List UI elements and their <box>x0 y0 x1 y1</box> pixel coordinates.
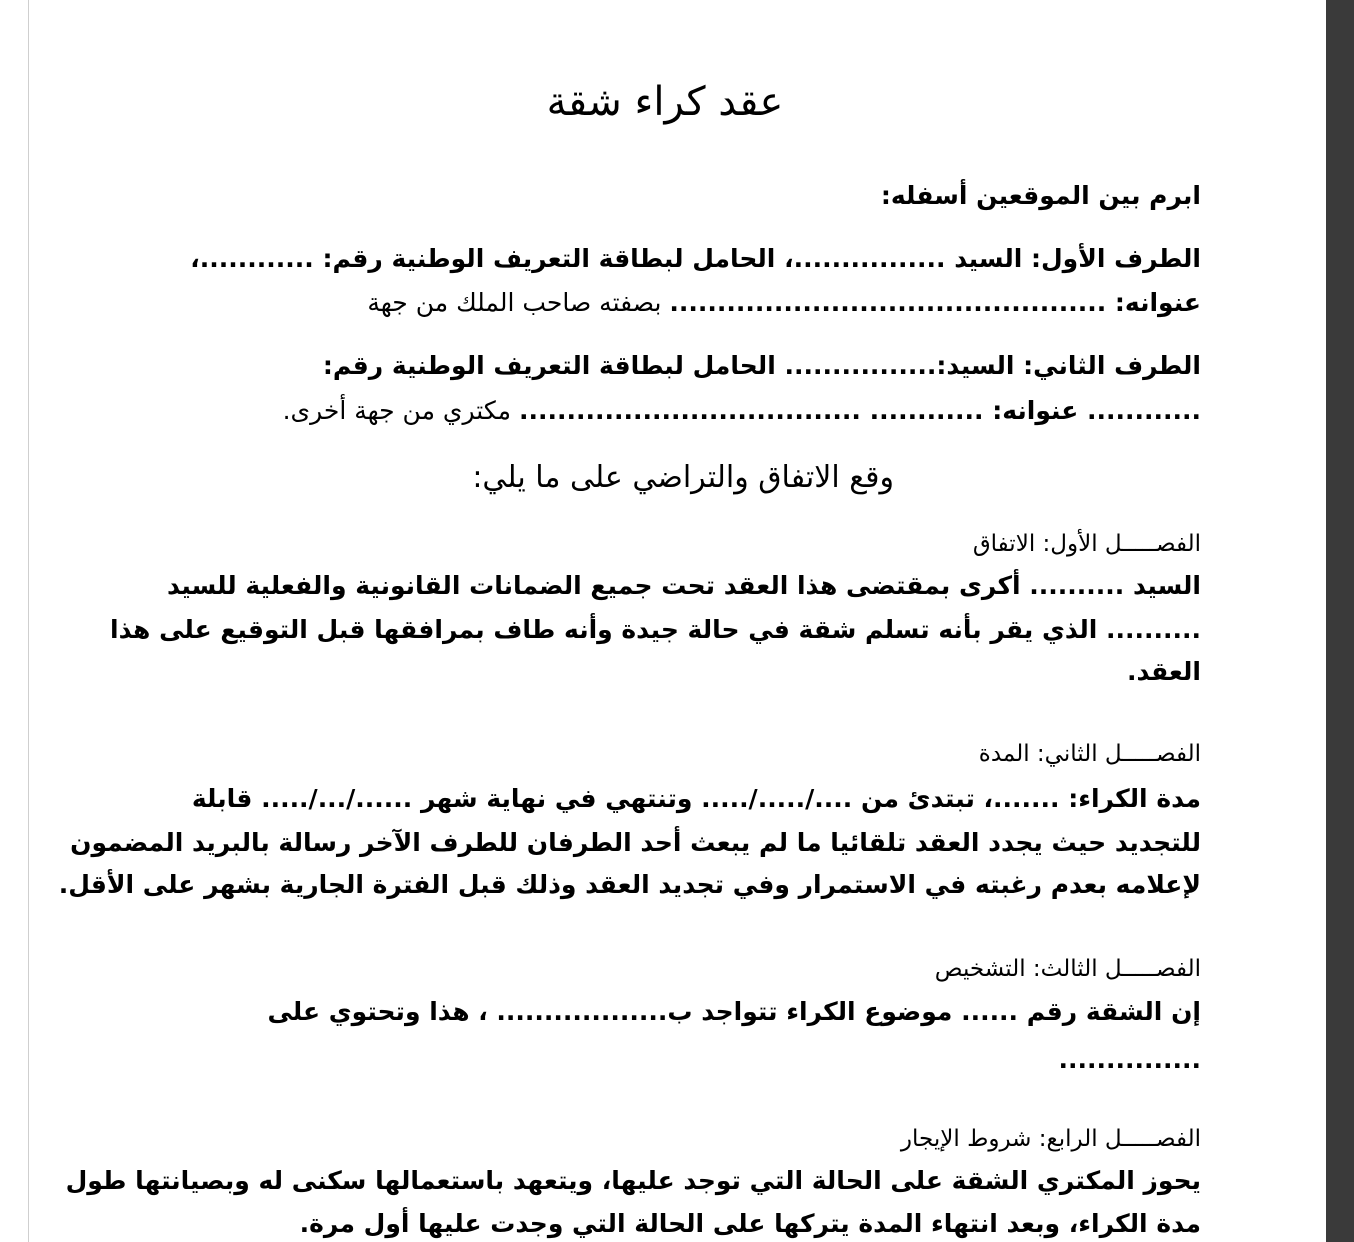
party1-line1: الطرف الأول: السيد ................، الحامل لبطاقة التعريف الوطنية رقم: ............، <box>190 244 1201 273</box>
left-margin <box>0 0 29 1242</box>
chapter2-line: لإعلامه بعدم رغبته في الاستمرار وفي تجديد العقد وذلك قبل الفترة الجارية بشهر على الأقل. <box>58 870 1201 899</box>
chapter1-line: العقد. <box>1127 657 1201 686</box>
chapter2-line: للتجديد حيث يجدد العقد تلقائيا ما لم يبعث أحد الطرفان للطرف الآخر رسالة بالبريد المضمون <box>70 828 1201 857</box>
document-title: عقد كراء شقة <box>546 79 784 125</box>
chapter1-line: .......... الذي يقر بأنه تسلم شقة في حالة جيدة وأنه طاف بمرافقها قبل التوقيع على هذا <box>110 615 1201 644</box>
chapter3-line: إن الشقة رقم ...... موضوع الكراء تتواجد ب.................. ، هذا وتحتوي على <box>267 997 1201 1026</box>
party1-address-label: عنوانه: .............................................. <box>669 288 1201 317</box>
document-page <box>30 0 1324 1242</box>
viewer-edge <box>1326 0 1354 1242</box>
chapter1-line: السيد .......... أكرى بمقتضى هذا العقد تحت جميع الضمانات القانونية والفعلية للسيد <box>166 571 1201 600</box>
chapter2-line: مدة الكراء: .......، تبتدئ من ..../...../..... وتنتهي في نهاية شهر ....../.../..... قابلة <box>191 784 1201 813</box>
party1-address-line <box>367 287 1201 319</box>
party2-address-label: عنوانه: ............ .................................... <box>518 396 1088 425</box>
party2-dots: ............ <box>1087 396 1201 425</box>
chapter3-line: ............... <box>1058 1045 1201 1074</box>
party2-address-line <box>283 395 1201 427</box>
party2-line1: الطرف الثاني: السيد:................ الحامل لبطاقة التعريف الوطنية رقم: <box>322 351 1201 380</box>
party1-address-role: بصفته صاحب الملك من جهة <box>367 288 670 317</box>
chapter2-heading: الفصـــــل الثاني: المدة <box>978 741 1201 767</box>
chapter4-heading: الفصـــــل الرابع: شروط الإيجار <box>900 1126 1201 1152</box>
intro-line: ابرم بين الموقعين أسفله: <box>880 181 1201 210</box>
chapter4-line: مدة الكراء، وبعد انتهاء المدة يتركها على الحالة التي وجدت عليها أول مرة. <box>299 1209 1201 1238</box>
chapter4-line: يحوز المكتري الشقة على الحالة التي توجد عليها، ويتعهد باستعمالها سكنى له وبصيانتها طول <box>65 1166 1201 1195</box>
chapter1-heading: الفصـــــل الأول: الاتفاق <box>972 531 1201 557</box>
agreement-line: وقع الاتفاق والتراضي على ما يلي: <box>472 460 894 495</box>
chapter3-heading: الفصـــــل الثالث: التشخيص <box>934 956 1201 982</box>
party2-address-role: مكتري من جهة أخرى. <box>282 396 519 425</box>
